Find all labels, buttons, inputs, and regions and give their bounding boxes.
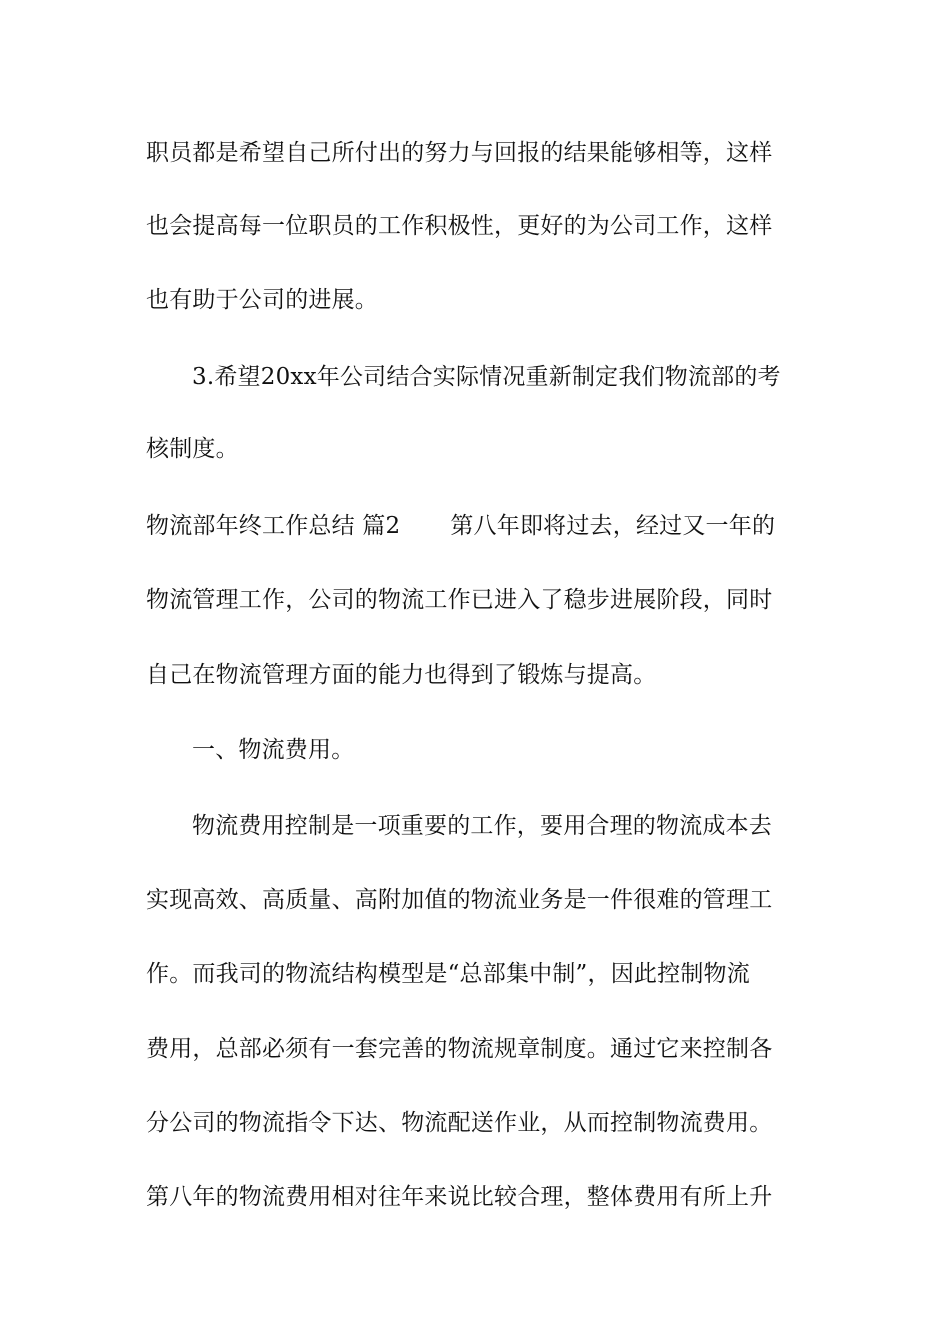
- subsection-heading: 一、物流费用。: [192, 737, 355, 763]
- paragraph-line: 物流管理工作，公司的物流工作已进入了稳步进展阶段，同时: [146, 587, 773, 613]
- paragraph-line: 物流费用控制是一项重要的工作，要用合理的物流成本去: [192, 813, 772, 839]
- paragraph-line: 核制度。: [146, 436, 239, 462]
- section-intro: 第八年即将过去，经过又一年的: [450, 513, 776, 539]
- list-item-3: 3.希望20xx年公司结合实际情况重新制定我们物流部的考: [192, 364, 781, 390]
- section-heading-line: [146, 506, 810, 546]
- paragraph-line: 自己在物流管理方面的能力也得到了锻炼与提高。: [146, 662, 657, 688]
- paragraph-line: 也有助于公司的进展。: [146, 287, 378, 313]
- paragraph-line: 职员都是希望自己所付出的努力与回报的结果能够相等，这样: [146, 140, 773, 166]
- paragraph-line: 也会提高每一位职员的工作积极性，更好的为公司工作，这样: [146, 213, 773, 239]
- paragraph-line: 作。而我司的物流结构模型是“总部集中制”，因此控制物流: [146, 961, 750, 987]
- paragraph-line: 费用，总部必须有一套完善的物流规章制度。通过它来控制各: [146, 1036, 773, 1062]
- paragraph-line: 实现高效、高质量、高附加值的物流业务是一件很难的管理工: [146, 887, 773, 913]
- paragraph-line: 分公司的物流指令下达、物流配送作业，从而控制物流费用。: [146, 1110, 773, 1136]
- section-heading: 物流部年终工作总结 篇2: [146, 513, 401, 539]
- paragraph-line: 第八年的物流费用相对往年来说比较合理，整体费用有所上升: [146, 1184, 773, 1210]
